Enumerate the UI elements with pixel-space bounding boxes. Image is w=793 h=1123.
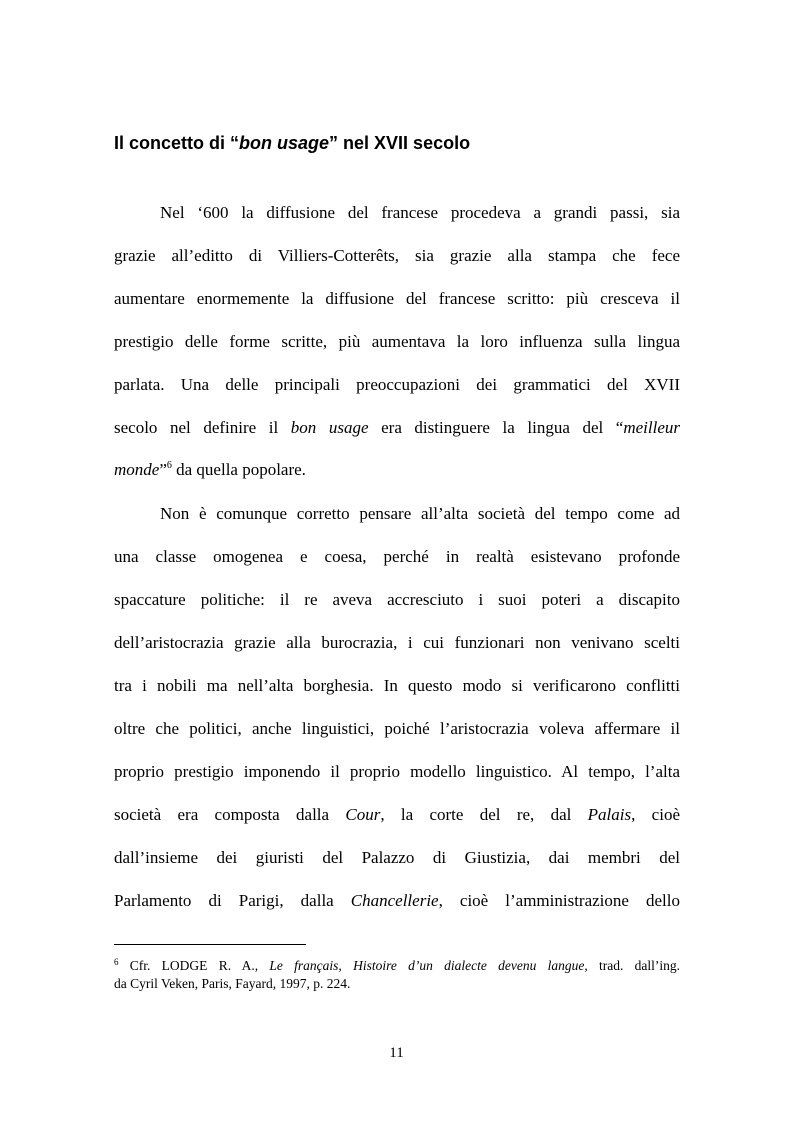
footnote-line: $^6$ Cfr. LODGE R. A., Le français, Histoire d’un dialecte devenu langue, trad. dall’ing.	[114, 957, 681, 973]
text-line: prestigio delle forme scritte, più aumentava la loro influenza sulla lingua	[114, 332, 680, 351]
text-line: Nel ‘600 la diffusione del francese procedeva a grandi passi, sia	[160, 203, 680, 222]
text-line: spaccature politiche: il re aveva accresciuto i suoi poteri a discapito	[114, 590, 680, 609]
footnote-ref: 6	[166, 460, 172, 471]
text-line: Non è comunque corretto pensare all’alta società del tempo come ad	[160, 504, 680, 523]
text-line: aumentare enormemente la diffusione del francese scritto: più cresceva il	[114, 289, 680, 308]
text-line: dall’insieme dei giuristi del Palazzo di Giustizia, dai membri del	[114, 848, 680, 867]
section-heading: Il concetto di “bon usage” nel XVII secolo	[114, 133, 471, 153]
text-line: oltre che politici, anche linguistici, poiché l’aristocrazia voleva affermare il	[114, 719, 680, 738]
text-line: parlata. Una delle principali preoccupazioni dei grammatici del XVII	[114, 375, 680, 394]
text-line: grazie all’editto di Villiers-Cotterêts, sia grazie alla stampa che fece	[114, 246, 680, 265]
text-line: secolo nel definire il bon usage era distinguere la lingua del “meilleur	[114, 418, 680, 437]
footnote-number: 6	[114, 957, 119, 967]
footnote-line: da Cyril Veken, Paris, Fayard, 1997, p. 224.	[114, 976, 351, 991]
footnote-separator	[114, 944, 306, 945]
text-line: società era composta dalla Cour, la corte del re, dal Palais, cioè	[114, 805, 680, 824]
page-number: 11	[389, 1045, 404, 1061]
text-line: dell’aristocrazia grazie alla burocrazia, i cui funzionari non venivano scelti	[114, 633, 680, 652]
text-line: una classe omogenea e coesa, perché in realtà esistevano profonde	[114, 547, 680, 566]
text-line: monde”$^6$ da quella popolare.	[114, 460, 306, 479]
text-line: Parlamento di Parigi, dalla Chancellerie, cioè l’amministrazione dello	[114, 891, 680, 910]
text-line: proprio prestigio imponendo il proprio modello linguistico. Al tempo, l’alta	[114, 762, 680, 781]
text-line: tra i nobili ma nell’alta borghesia. In questo modo si verificarono conflitti	[114, 676, 680, 695]
